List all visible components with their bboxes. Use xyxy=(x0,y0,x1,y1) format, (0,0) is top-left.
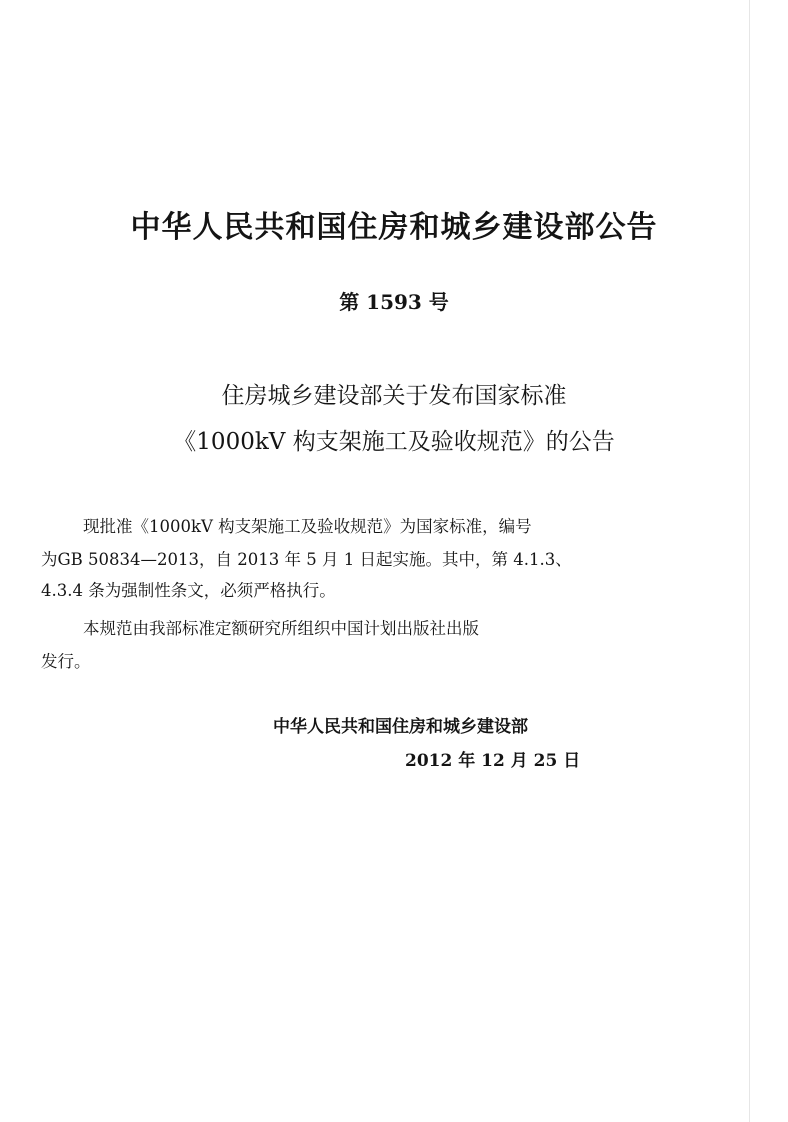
issue-date: 2012 年 12 月 25 日 xyxy=(405,751,581,771)
body-line-4: 本规范由我部标准定额研究所组织中国计划出版社出版 xyxy=(83,619,479,638)
notice-subtitle-line1: 住房城乡建设部关于发布国家标准 xyxy=(221,383,567,409)
issuer-name: 中华人民共和国住房和城乡建设部 xyxy=(273,717,528,737)
body-line-3: 4.3.4 条为强制性条文，必须严格执行。 xyxy=(41,581,336,600)
body-line-1: 现批准《1000kV 构支架施工及验收规范》为国家标准，编号 xyxy=(83,517,532,536)
body-line-5: 发行。 xyxy=(41,652,91,671)
notice-subtitle-line2: 《1000kV 构支架施工及验收规范》的公告 xyxy=(173,429,615,455)
body-line-2: 为GB 50834—2013，自 2013 年 5 月 1 日起实施。其中，第 4.1.3、 xyxy=(41,550,572,569)
notice-number: 第 1593 号 xyxy=(339,290,449,314)
notice-title: 中华人民共和国住房和城乡建设部公告 xyxy=(130,210,658,245)
scan-edge-line xyxy=(749,0,750,1122)
